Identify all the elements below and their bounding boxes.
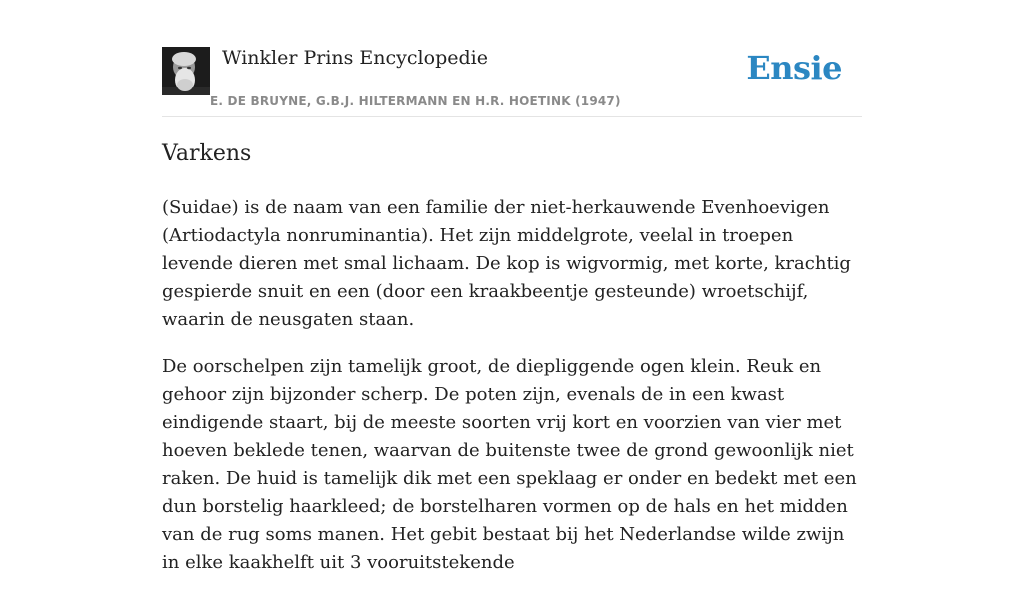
- article-title: Varkens: [162, 141, 252, 166]
- authors-line: E. DE BRUYNE, G.B.J. HILTERMANN EN H.R. HOETINK (1947): [210, 94, 621, 108]
- author-avatar[interactable]: [162, 47, 210, 95]
- brand-logo[interactable]: Ensie: [746, 49, 842, 87]
- article-paragraph: (Suidae) is de naam van een familie der niet-herkauwende Evenhoevigen (Artiodactyla nonruminantia). Het zijn middelgrote, veelal in troepen levende dieren met smal lichaam. De kop is wigvormig, met korte, krachtig gespierde snuit en een (door een kraakbeentje gesteunde) wroetschijf, waarin de neusgaten staan.: [162, 197, 851, 330]
- source-title[interactable]: Winkler Prins Encyclopedie: [222, 47, 488, 69]
- portrait-icon: [162, 47, 210, 95]
- article-paragraph: De oorschelpen zijn tamelijk groot, de diepliggende ogen klein. Reuk en gehoor zijn bijzonder scherp. De poten zijn, evenals de in een kwast eindigende staart, bij de meeste soorten vrij kort en voorzien van vier met hoeven beklede tenen, waarvan de buitenste twee de grond gewoonlijk niet raken. De huid is tamelijk dik met een speklaag er onder en bedekt met een dun borstelig haarkleed; de borstelharen vormen op de hals en het midden van de rug soms manen. Het gebit bestaat bij het Nederlandse wilde zwijn in elke kaakhelft uit 3 vooruitstekende: [162, 356, 857, 573]
- header: [162, 0, 862, 117]
- article: [162, 136, 862, 596]
